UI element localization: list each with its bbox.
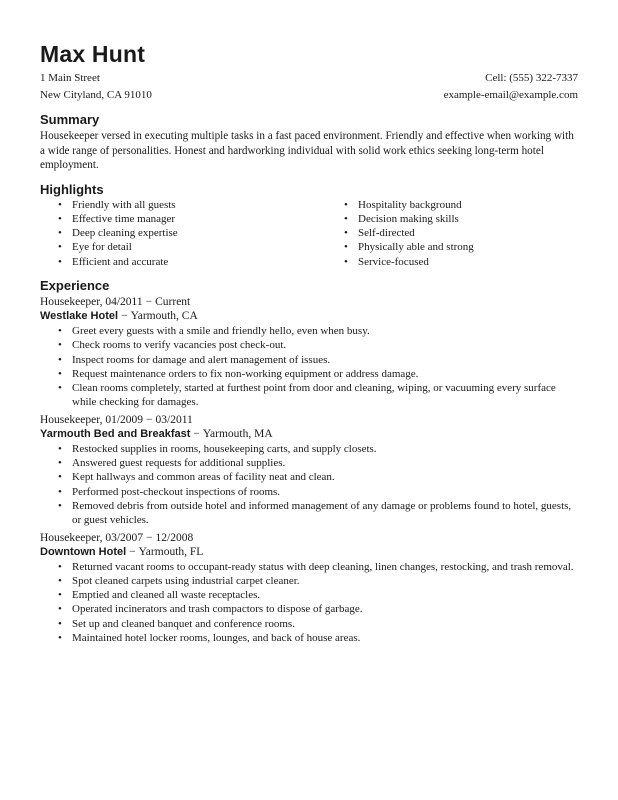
duty-item: • Returned vacant rooms to occupant-ready status with deep cleaning, linen changes, restocking, and trash removal. bbox=[40, 560, 578, 574]
date-separator: − bbox=[146, 531, 153, 544]
job-start-date: , 04/2011 bbox=[99, 295, 143, 308]
date-separator: − bbox=[145, 295, 153, 308]
job-title: Housekeeper bbox=[40, 413, 100, 426]
duty-item: • Spot cleaned carpets using industrial carpet cleaner. bbox=[40, 574, 578, 588]
company-name: Downtown Hotel bbox=[40, 546, 127, 559]
highlight-item: • Deep cleaning expertise bbox=[40, 226, 326, 240]
duty-item: • Inspect rooms for damage and alert management of issues. bbox=[40, 353, 578, 367]
summary-text: Housekeeper versed in executing multiple tasks in a fast paced environment. Friendly and effective when working with a wide range of personalities. Honest and hardworking individual with solid work ethics seeking long-term hotel employment. bbox=[40, 130, 574, 171]
duty-item: • Clean rooms completely, started at furthest point from door and cleaning, wiping, or vacuuming every surface while checking for damages. bbox=[40, 381, 578, 410]
job-title: Housekeeper bbox=[40, 295, 100, 308]
company-line bbox=[40, 427, 578, 442]
duty-item: • Set up and cleaned banquet and conference rooms. bbox=[40, 617, 578, 631]
job-end-date: Current bbox=[155, 295, 191, 308]
company-location: Yarmouth, FL bbox=[138, 546, 204, 559]
company-separator: − bbox=[129, 546, 136, 559]
duty-item: • Check rooms to verify vacancies post check-out. bbox=[40, 338, 578, 352]
highlight-item: • Self-directed bbox=[326, 226, 474, 240]
highlights-heading: Highlights bbox=[40, 181, 104, 197]
highlight-item: • Eye for detail bbox=[40, 240, 326, 254]
date-separator: − bbox=[146, 413, 153, 426]
highlight-item: • Effective time manager bbox=[40, 212, 326, 226]
job-title-line bbox=[40, 531, 578, 546]
highlight-item: • Friendly with all guests bbox=[40, 198, 326, 212]
resume-page bbox=[40, 0, 578, 645]
company-name: Westlake Hotel bbox=[40, 310, 119, 323]
duty-item: • Maintained hotel locker rooms, lounges, and back of house areas. bbox=[40, 631, 578, 645]
duty-item: • Request maintenance orders to fix non-working equipment or address damage. bbox=[40, 367, 578, 381]
company-line bbox=[40, 545, 578, 560]
candidate-name: Max Hunt bbox=[40, 41, 146, 67]
job-entry bbox=[40, 295, 578, 410]
highlight-item: • Efficient and accurate bbox=[40, 255, 326, 269]
duty-item: • Kept hallways and common areas of facility neat and clean. bbox=[40, 470, 578, 484]
duty-item: • Operated incinerators and trash compactors to dispose of garbage. bbox=[40, 602, 578, 616]
experience-heading: Experience bbox=[40, 277, 110, 293]
job-end-date: 03/2011 bbox=[155, 413, 193, 426]
job-duties bbox=[40, 324, 578, 410]
company-line bbox=[40, 309, 578, 324]
company-separator: − bbox=[121, 310, 128, 323]
phone: Cell: (555) 322-7337 bbox=[485, 72, 578, 84]
highlight-item: • Physically able and strong bbox=[326, 240, 474, 254]
highlight-item: • Service-focused bbox=[326, 255, 474, 269]
job-duties bbox=[40, 560, 578, 646]
job-title-line bbox=[40, 295, 578, 310]
summary-heading: Summary bbox=[40, 112, 100, 127]
job-start-date: , 01/2009 bbox=[99, 413, 144, 426]
address-line-1: 1 Main Street bbox=[40, 72, 100, 84]
highlights-left-column bbox=[40, 198, 326, 269]
highlights-list bbox=[40, 198, 578, 269]
duty-item: • Emptied and cleaned all waste receptacles. bbox=[40, 588, 578, 602]
job-end-date: 12/2008 bbox=[155, 531, 194, 544]
job-duties bbox=[40, 442, 578, 528]
highlights-right-column bbox=[326, 198, 474, 269]
company-name: Yarmouth Bed and Breakfast bbox=[40, 428, 191, 441]
company-separator: − bbox=[193, 428, 200, 441]
highlight-item: • Decision making skills bbox=[326, 212, 474, 226]
job-entry bbox=[40, 413, 578, 528]
job-entry bbox=[40, 531, 578, 646]
company-location: Yarmouth, CA bbox=[130, 310, 198, 323]
job-title: Housekeeper bbox=[40, 531, 100, 544]
duty-item: • Greet every guests with a smile and friendly hello, even when busy. bbox=[40, 324, 578, 338]
job-title-line bbox=[40, 413, 578, 428]
address-line-2: New Cityland, CA 91010 bbox=[40, 89, 152, 101]
duty-item: • Removed debris from outside hotel and informed management of any damage or problems found to hotel, guests, or guest vehicles. bbox=[40, 499, 578, 528]
duty-item: • Performed post-checkout inspections of rooms. bbox=[40, 485, 578, 499]
contact-block bbox=[40, 70, 578, 104]
highlight-item: • Hospitality background bbox=[326, 198, 474, 212]
company-location: Yarmouth, MA bbox=[202, 428, 273, 441]
job-start-date: , 03/2007 bbox=[99, 531, 144, 544]
email: example-email@example.com bbox=[443, 89, 578, 101]
duty-item: • Restocked supplies in rooms, housekeeping carts, and supply closets. bbox=[40, 442, 578, 456]
duty-item: • Answered guest requests for additional supplies. bbox=[40, 456, 578, 470]
